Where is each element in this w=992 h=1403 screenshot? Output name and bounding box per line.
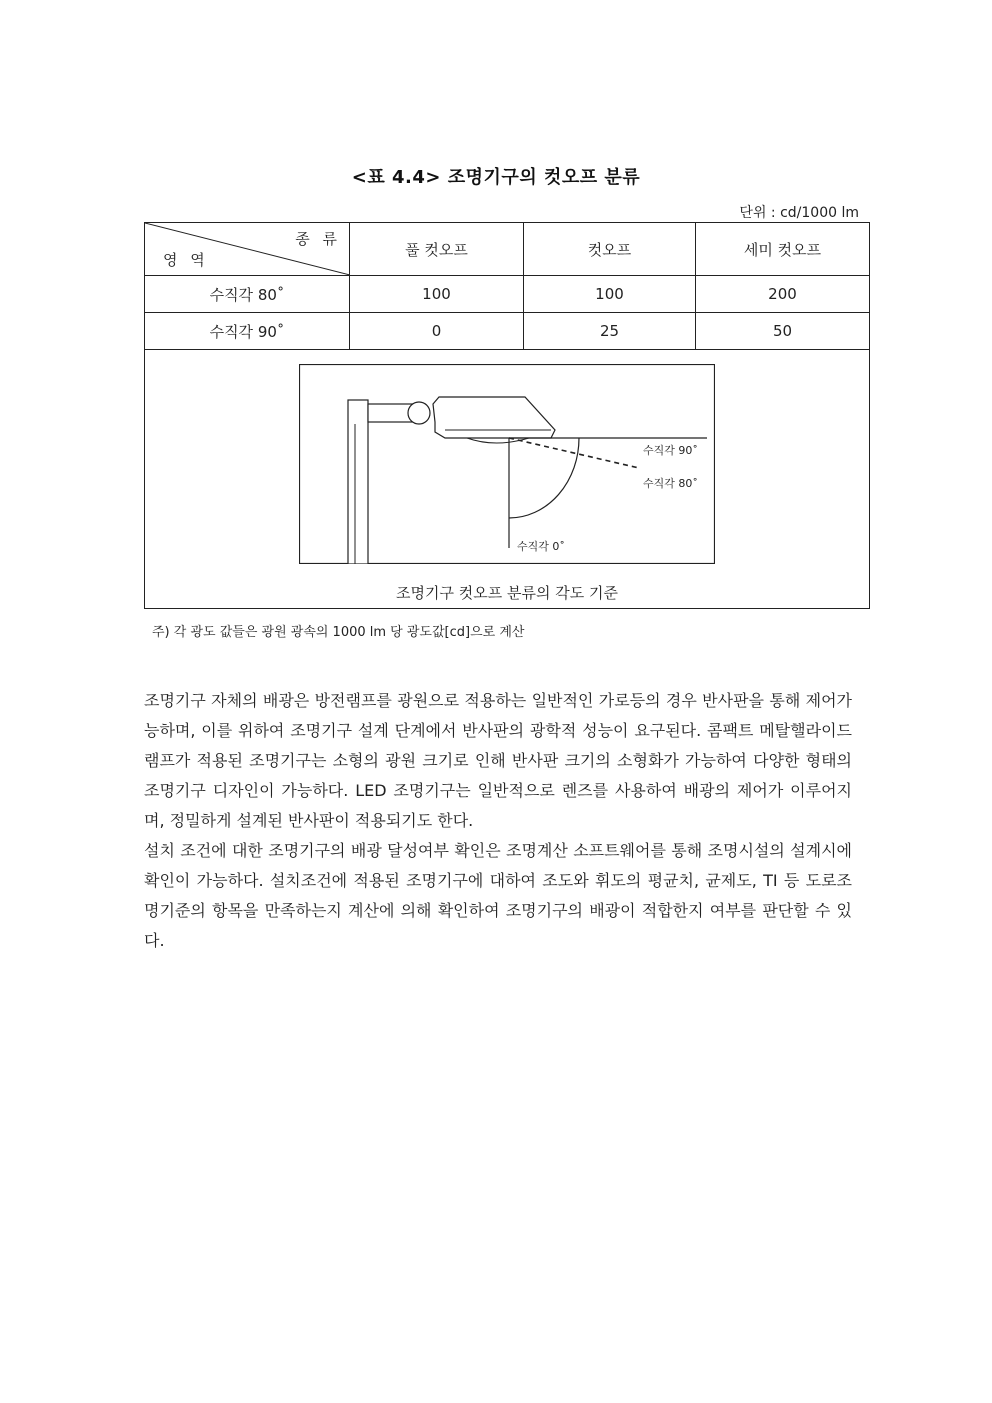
body-text <box>144 686 852 956</box>
table-title: <표 4.4> 조명기구의 컷오프 분류 <box>351 167 641 188</box>
unit-label: 단위 : cd/1000 lm <box>739 205 859 221</box>
figure-cell <box>145 350 870 609</box>
pole-icon <box>348 400 368 564</box>
table-cell: 0 <box>350 313 524 350</box>
table-row <box>145 276 870 313</box>
row-label: 수직각 80˚ <box>145 276 350 313</box>
header-area: 영 역 <box>163 251 209 269</box>
row-label: 수직각 90˚ <box>145 313 350 350</box>
figure-caption: 조명기구 컷오프 분류의 각도 기준 <box>396 584 618 602</box>
column-header: 세미 컷오프 <box>696 223 870 276</box>
table-row <box>145 313 870 350</box>
header-kind: 종 류 <box>295 230 341 248</box>
label-0: 수직각 0˚ <box>517 540 565 553</box>
table-cell: 25 <box>524 313 696 350</box>
label-90: 수직각 90˚ <box>643 444 698 457</box>
column-header: 컷오프 <box>524 223 696 276</box>
table-cell: 200 <box>696 276 870 313</box>
table-note: 주) 각 광도 값들은 광원 광속의 1000 lm 당 광도값[cd]으로 계산 <box>152 625 525 640</box>
angle-80-line <box>509 438 639 468</box>
label-80: 수직각 80˚ <box>643 477 698 490</box>
angle-arc <box>509 438 579 518</box>
header-diagonal-cell <box>145 223 350 276</box>
table-cell: 100 <box>524 276 696 313</box>
paragraph: 설치 조건에 대한 조명기구의 배광 달성여부 확인은 조명계산 소프트웨어를 통해 조명시설의 설계시에 확인이 가능하다. 설치조건에 적용된 조명기구에 대하여 조도와 휘도의 평균치, 균제도, TI 등 도로조명기준의 항목을 만족하는지 계산에 의해 확인하여 조명기구의 배광이 적합한지 여부를 판단할 수 있다. <box>144 841 852 950</box>
cutoff-table <box>144 222 870 609</box>
column-header: 풀 컷오프 <box>350 223 524 276</box>
luminaire-icon <box>433 397 555 438</box>
cutoff-angle-diagram <box>299 364 715 564</box>
paragraph: 조명기구 자체의 배광은 방전램프를 광원으로 적용하는 일반적인 가로등의 경우 반사판을 통해 제어가능하며, 이를 위하여 조명기구 설계 단계에서 반사판의 광학적 성능이 요구된다. 콤팩트 메탈핼라이드 램프가 적용된 조명기구는 소형의 광원 크기로 인해 반사판 크기의 소형화가 가능하여 다양한 형태의 조명기구 디자인이 가능하다. LED 조명기구는 일반적으로 렌즈를 사용하여 배광의 제어가 이루어지며, 정밀하게 설계된 반사판이 적용되기도 한다. <box>144 691 852 830</box>
table-cell: 100 <box>350 276 524 313</box>
joint-icon <box>408 402 430 424</box>
table-cell: 50 <box>696 313 870 350</box>
